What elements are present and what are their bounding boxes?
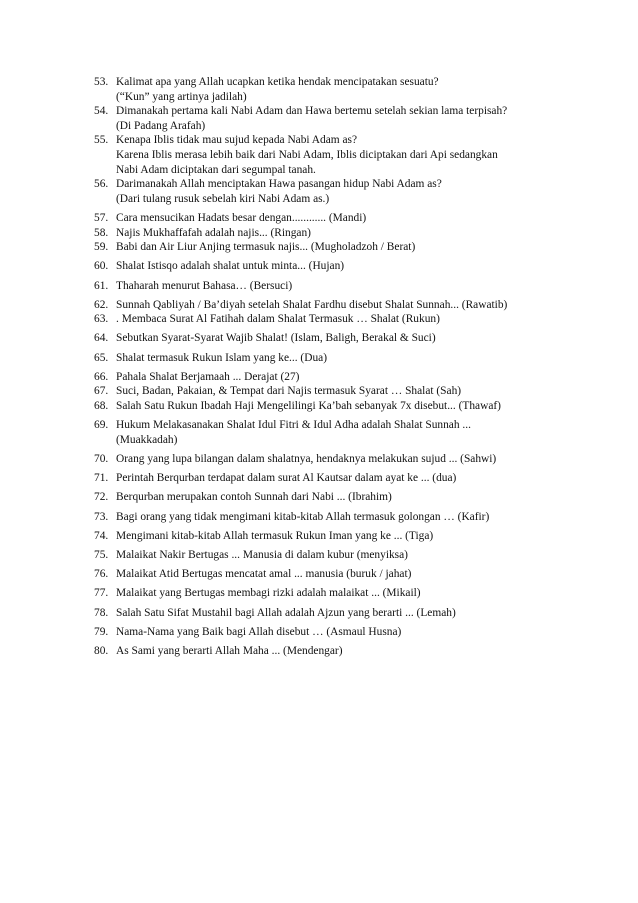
question-item	[94, 384, 574, 399]
question-item	[94, 312, 574, 327]
question-text	[116, 606, 574, 621]
question-line: Suci, Badan, Pakaian, & Tempat dari Najis termasuk Syarat … Shalat (Sah)	[116, 385, 462, 398]
question-text	[116, 240, 574, 255]
question-item	[94, 548, 574, 563]
question-text	[116, 226, 574, 241]
question-text	[116, 510, 574, 525]
question-line: Sebutkan Syarat-Syarat Wajib Shalat! (Islam, Baligh, Berakal & Suci)	[116, 332, 436, 345]
question-text	[116, 490, 574, 505]
question-line: Pahala Shalat Berjamaah ... Derajat (27)	[116, 370, 300, 383]
question-line: Cara mensucikan Hadats besar dengan............ (Mandi)	[116, 211, 367, 224]
question-text	[116, 104, 574, 133]
question-line: As Sami yang berarti Allah Maha ... (Mendengar)	[116, 644, 343, 657]
question-item	[94, 177, 574, 206]
question-text	[116, 133, 574, 177]
question-line: Sunnah Qabliyah / Ba’diyah setelah Shalat Fardhu disebut Shalat Sunnah... (Rawatib)	[116, 298, 508, 311]
question-item	[94, 331, 574, 346]
question-item	[94, 452, 574, 467]
question-number: 72.	[94, 491, 109, 504]
question-item	[94, 370, 574, 385]
question-text	[116, 298, 574, 313]
question-number: 65.	[94, 351, 109, 364]
question-text	[116, 331, 574, 346]
question-number: 58.	[94, 226, 109, 239]
question-line: Kalimat apa yang Allah ucapkan ketika hendak mencipatakan sesuatu?	[116, 76, 439, 88]
question-line: Kenapa Iblis tidak mau sujud kepada Nabi Adam as?	[116, 134, 358, 147]
question-item	[94, 351, 574, 366]
question-number: 67.	[94, 385, 109, 398]
question-item	[94, 644, 574, 659]
question-number: 70.	[94, 453, 109, 465]
question-line: Babi dan Air Liur Anjing termasuk najis... (Mugholadzoh / Berat)	[116, 241, 416, 254]
question-item	[94, 567, 574, 582]
question-number: 66.	[94, 370, 109, 383]
question-text	[116, 625, 574, 640]
question-text	[116, 471, 574, 486]
question-number: 61.	[94, 279, 109, 292]
question-line: Salah Satu Rukun Ibadah Haji Mengelilingi Ka’bah sebanyak 7x disebut... (Thawaf)	[116, 400, 501, 413]
question-number: 76.	[94, 568, 109, 581]
question-item	[94, 606, 574, 621]
question-item	[94, 471, 574, 486]
question-item	[94, 279, 574, 294]
question-line: Karena Iblis merasa lebih baik dari Nabi Adam, Iblis diciptakan dari Api sedangkan	[116, 148, 498, 161]
question-text	[116, 351, 574, 366]
question-line: . Membaca Surat Al Fatihah dalam Shalat Termasuk … Shalat (Rukun)	[116, 313, 440, 326]
question-item	[94, 75, 574, 104]
question-text	[116, 75, 574, 104]
question-text	[116, 548, 574, 563]
question-number: 79.	[94, 625, 109, 638]
question-number: 64.	[94, 332, 109, 345]
question-item	[94, 226, 574, 241]
question-line: Berqurban merupakan contoh Sunnah dari Nabi ... (Ibrahim)	[116, 491, 392, 504]
question-line: Shalat Istisqo adalah shalat untuk minta... (Hujan)	[116, 260, 345, 273]
question-line: Malaikat yang Bertugas membagi rizki adalah malaikat ... (Mikail)	[116, 587, 421, 600]
question-number: 68.	[94, 400, 109, 413]
question-item	[94, 529, 574, 544]
question-line: Bagi orang yang tidak mengimani kitab-kitab Allah termasuk golongan … (Kafir)	[116, 510, 490, 523]
question-text	[116, 384, 574, 399]
question-line: (Dari tulang rusuk sebelah kiri Nabi Adam as.)	[116, 192, 330, 205]
question-item	[94, 240, 574, 255]
question-line: Mengimani kitab-kitab Allah termasuk Rukun Iman yang ke ... (Tiga)	[116, 529, 434, 542]
question-item	[94, 104, 574, 133]
question-number: 55.	[94, 134, 109, 147]
question-number: 75.	[94, 548, 109, 561]
question-line: (Muakkadah)	[116, 433, 178, 446]
question-text	[116, 259, 574, 274]
question-item	[94, 418, 574, 447]
question-number: 63.	[94, 313, 109, 326]
question-number: 73.	[94, 510, 109, 523]
question-text	[116, 211, 574, 226]
question-item	[94, 133, 574, 177]
question-text	[116, 399, 574, 414]
question-text	[116, 418, 574, 447]
question-item	[94, 510, 574, 525]
question-text	[116, 177, 574, 206]
question-line: Malaikat Atid Bertugas mencatat amal ... manusia (buruk / jahat)	[116, 568, 412, 581]
question-number: 60.	[94, 260, 109, 273]
question-number: 74.	[94, 529, 109, 542]
question-line: Nama-Nama yang Baik bagi Allah disebut … (Asmaul Husna)	[116, 625, 402, 638]
question-item	[94, 586, 574, 601]
question-item	[94, 211, 574, 226]
question-text	[116, 452, 574, 467]
question-line: Hukum Melakasanakan Shalat Idul Fitri & Idul Adha adalah Shalat Sunnah ...	[116, 419, 471, 432]
question-item	[94, 298, 574, 313]
question-number: 62.	[94, 298, 109, 311]
question-line: Nabi Adam diciptakan dari segumpal tanah.	[116, 163, 316, 176]
question-list	[94, 75, 574, 658]
question-line: (Di Padang Arafah)	[116, 119, 206, 132]
question-line: Orang yang lupa bilangan dalam shalatnya, hendaknya melakukan sujud ... (Sahwi)	[116, 453, 497, 465]
question-line: Perintah Berqurban terdapat dalam surat Al Kautsar dalam ayat ke ... (dua)	[116, 472, 457, 485]
question-line: Shalat termasuk Rukun Islam yang ke... (Dua)	[116, 351, 327, 364]
question-number: 69.	[94, 419, 109, 432]
question-line: Najis Mukhaffafah adalah najis... (Ringan)	[116, 226, 311, 239]
question-line: (“Kun” yang artinya jadilah)	[116, 90, 247, 103]
question-number: 71.	[94, 472, 109, 485]
question-line: Dimanakah pertama kali Nabi Adam dan Hawa bertemu setelah sekian lama terpisah?	[116, 105, 508, 118]
question-text	[116, 312, 574, 327]
question-item	[94, 490, 574, 505]
question-line: Salah Satu Sifat Mustahil bagi Allah adalah Ajzun yang berarti ... (Lemah)	[116, 606, 456, 619]
question-number: 80.	[94, 644, 109, 657]
question-item	[94, 625, 574, 640]
question-text	[116, 644, 574, 659]
question-number: 77.	[94, 587, 109, 600]
question-number: 53.	[94, 76, 109, 88]
question-item	[94, 259, 574, 274]
question-line: Malaikat Nakir Bertugas ... Manusia di dalam kubur (menyiksa)	[116, 548, 408, 561]
question-number: 59.	[94, 241, 109, 254]
question-text	[116, 567, 574, 582]
question-text	[116, 279, 574, 294]
question-text	[116, 529, 574, 544]
question-line: Darimanakah Allah menciptakan Hawa pasangan hidup Nabi Adam as?	[116, 178, 442, 191]
question-text	[116, 586, 574, 601]
question-number: 54.	[94, 105, 109, 118]
question-line: Thaharah menurut Bahasa… (Bersuci)	[116, 279, 293, 292]
question-number: 57.	[94, 211, 109, 224]
question-number: 56.	[94, 178, 109, 191]
question-text	[116, 370, 574, 385]
question-number: 78.	[94, 606, 109, 619]
question-item	[94, 399, 574, 414]
